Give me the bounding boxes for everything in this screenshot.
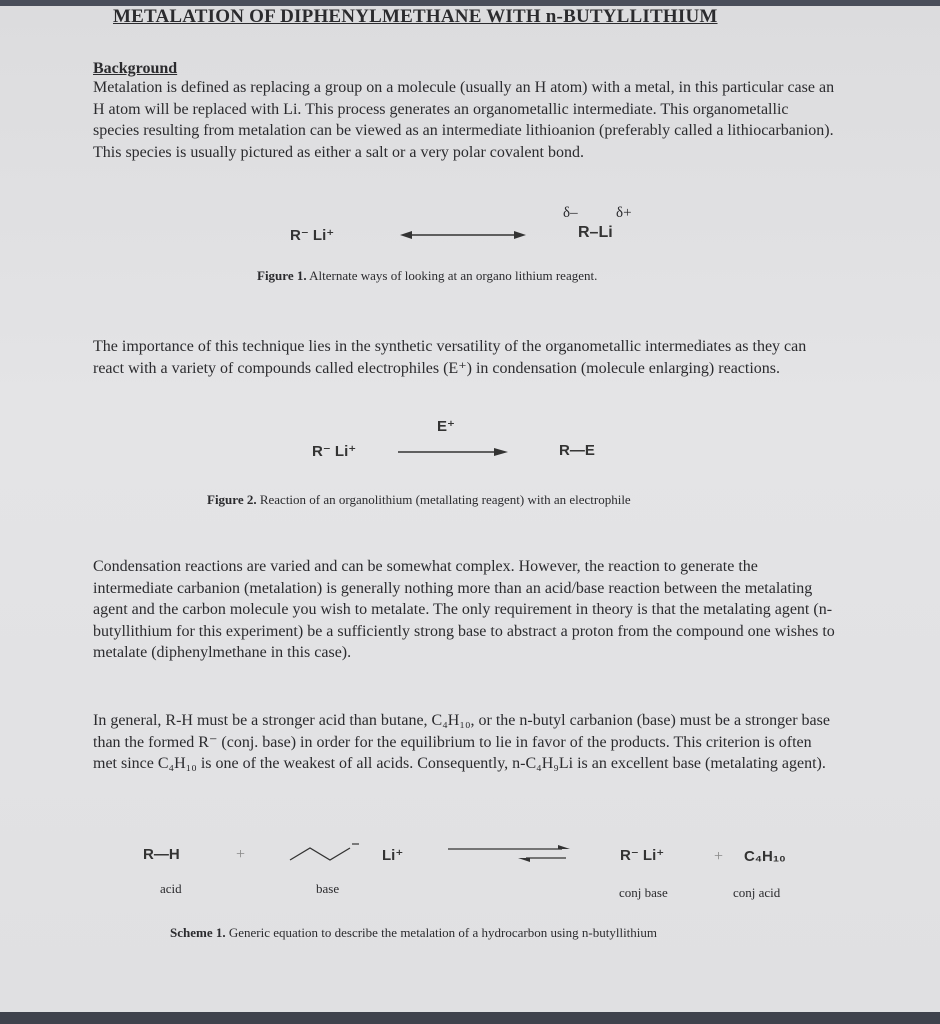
equilibrium-reverse-head <box>518 858 530 862</box>
scheme1-acid-formula: R—H <box>143 846 180 863</box>
figure1-caption-label: Figure 1. <box>257 268 307 283</box>
scheme1-plus-2: + <box>714 848 724 865</box>
figure2-caption <box>207 492 631 508</box>
condensation-paragraph <box>93 556 838 664</box>
importance-paragraph <box>93 336 838 379</box>
figure1-delta-plus: δ+ <box>616 205 632 221</box>
scheme1-caption-label: Scheme 1. <box>170 925 226 940</box>
equilibrium-forward-head <box>558 845 570 849</box>
scheme1-conj-acid-formula: C₄H₁₀ <box>744 848 786 865</box>
bottom-bezel <box>0 1012 940 1024</box>
figure2-caption-text: Reaction of an organolithium (metallating reagent) with an electrophile <box>259 492 631 507</box>
scheme1-base-counterion: Li⁺ <box>382 847 404 864</box>
figure2-product: R—E <box>559 442 595 459</box>
label-acid: acid <box>160 881 182 896</box>
scheme1-plus-1: + <box>236 846 246 863</box>
label-base: base <box>316 881 340 896</box>
general-paragraph <box>93 710 838 775</box>
label-conj-acid: conj acid <box>733 885 781 900</box>
figure1-delta-minus: δ– <box>563 205 578 221</box>
figure2-arrow <box>398 446 510 458</box>
importance-text: The importance of this technique lies in the synthetic versatility of the organometallic intermediates as they can react with a variety of compounds called electrophiles (E⁺) in condensation (molecule enlarging) reactions. <box>93 338 807 377</box>
butyl-zigzag <box>290 848 350 860</box>
figure2-caption-label: Figure 2. <box>207 492 257 507</box>
condensation-text: Condensation reactions are varied and can be somewhat complex. However, the reaction to generate the intermediate carbanion (metalation) is generally nothing more than an acid/base reaction between the metalating agent and the carbon molecule you wish to metalate. The only requirement in theory is that the metalating agent (n-butyllithium for this experiment) be a sufficiently strong base to abstract a proton from the compound one wishes to metalate (diphenylmethane in this case). <box>93 558 835 661</box>
butyl-chain-structure <box>286 842 362 864</box>
figure1-caption <box>257 268 597 284</box>
figure1-caption-text: Alternate ways of looking at an organo lithium reagent. <box>309 268 598 283</box>
equilibrium-arrows <box>446 843 572 865</box>
label-conj-base: conj base <box>619 885 668 900</box>
scheme1-caption <box>170 925 657 941</box>
figure2-reactant: R⁻ Li⁺ <box>312 443 357 460</box>
figure2-arrowhead <box>494 448 508 456</box>
background-paragraph <box>93 77 838 163</box>
background-heading: Background <box>93 60 178 77</box>
figure1-left-formula: R⁻ Li⁺ <box>290 227 335 244</box>
figure1-arrowhead-right <box>514 231 526 239</box>
page-title: METALATION OF DIPHENYLMETHANE WITH n-BUTYLLITHIUM <box>113 6 718 27</box>
scheme1-conj-base-formula: R⁻ Li⁺ <box>620 847 665 864</box>
general-text: In general, R-H must be a stronger acid than butane, C₄H₁₀, or the n-butyl carbanion (base) must be a stronger base than the formed R⁻ (conj. base) in order for the equilibrium to lie in favor of the products. This criterion is often met since C₄H₁₀ is one of the weakest of all acids. Consequently, n-C₄H₉Li is an excellent base (metalating agent). <box>93 712 830 772</box>
figure1-double-arrow <box>398 228 528 242</box>
background-text: Metalation is defined as replacing a group on a molecule (usually an H atom) with a metal, in this particular case an H atom will be replaced with Li. This process generates an organometallic intermediate. This organometallic species resulting from metalation can be viewed as an intermediate lithioanion (preferably called a lithiocarbanion). This species is usually pictured as either a salt or a very polar covalent bond. <box>93 79 835 161</box>
scheme1-caption-text: Generic equation to describe the metalation of a hydrocarbon using n-butyllithium <box>228 925 658 940</box>
figure1-arrowhead-left <box>400 231 412 239</box>
figure2-reagent: E⁺ <box>437 418 455 435</box>
figure1-right-formula: R–Li <box>578 224 613 241</box>
